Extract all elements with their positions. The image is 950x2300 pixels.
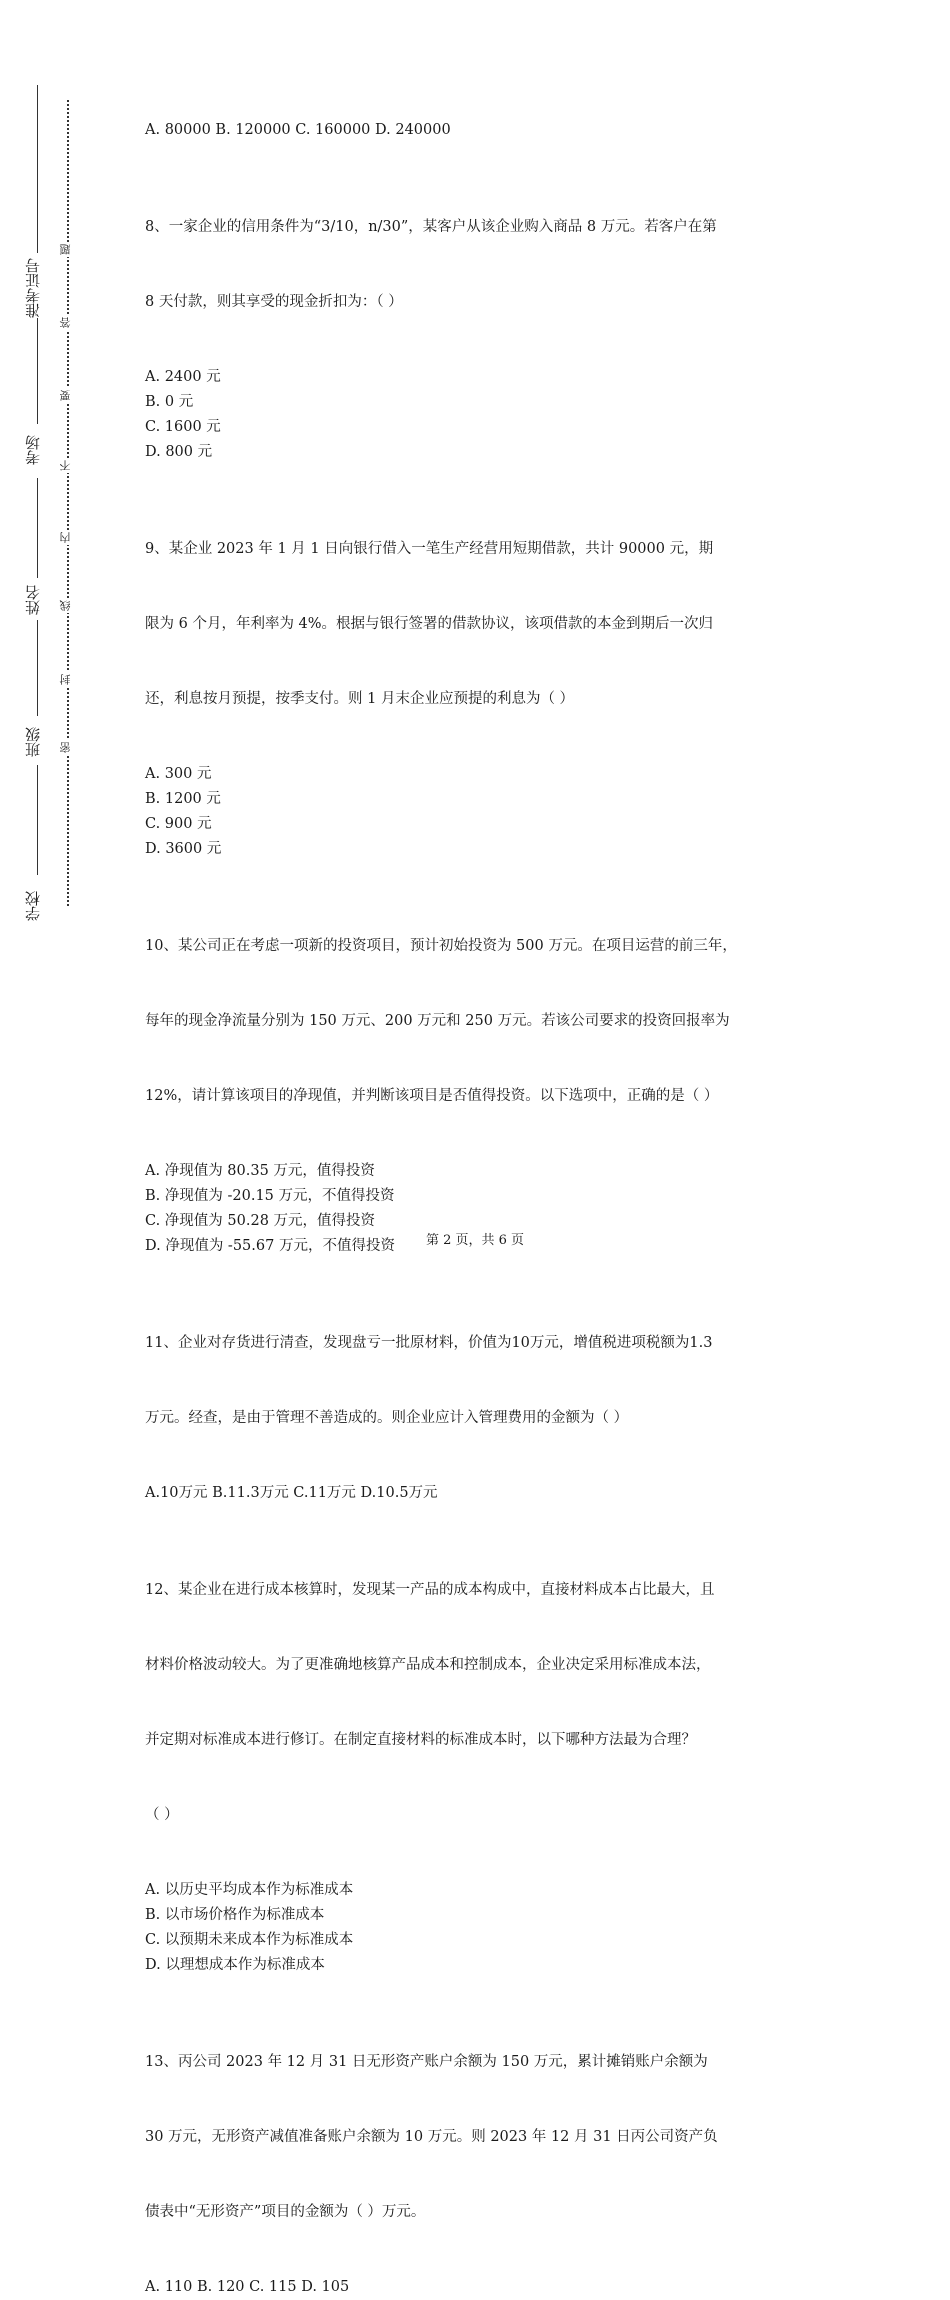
option-d: D. 3600 元 [145,841,222,857]
option-a: A. 2400 元 [145,369,221,385]
margin-line [37,765,38,875]
question-stem [145,165,825,365]
stem-line: （ ） [145,1807,179,1823]
option-c: C. 以预期未来成本作为标准成本 [145,1932,354,1948]
option-a: A. 以历史平均成本作为标准成本 [145,1882,354,1898]
margin-line [37,318,38,424]
stem-line: 万元。经查，是由于管理不善造成的。则企业应计入管理费用的金额为（ ） [145,1410,629,1426]
stem-line: 8 天付款，则其享受的现金折扣为：（ ） [145,294,403,310]
page-number: 第 2 页，共 6 页 [425,1233,525,1248]
option-c: C. 净现值为 50.28 万元，值得投资 [145,1213,376,1229]
question-9 [145,487,825,862]
margin-line [37,620,38,716]
stem-line: 12、某企业在进行成本核算时，发现某一产品的成本构成中，直接材料成本占比最大，且 [145,1582,715,1598]
question-11 [145,1281,825,1506]
options-inline: A. 110 B. 120 C. 115 D. 105 [145,2279,350,2295]
question-stem [145,1281,825,1481]
option-b: B. 以市场价格作为标准成本 [145,1907,325,1923]
question-13 [145,2000,825,2300]
stem-line: 9、某企业 2023 年 1 月 1 日向银行借入一笔生产经营用短期借款，共计 90000 元，期 [145,541,714,557]
stem-line: 限为 6 个月，年利率为 4%。根据与银行签署的借款协议，该项借款的本金到期后一次归 [145,616,714,632]
option-d: D. 以理想成本作为标准成本 [145,1957,325,1973]
options-inline: A.10万元 B.11.3万元 C.11万元 D.10.5万元 [145,1485,438,1501]
margin-line [37,478,38,578]
stem-line: 11、企业对存货进行清查，发现盘亏一批原材料，价值为10万元，增值税进项税额为1.3 [145,1335,713,1351]
stem-line: 8、一家企业的信用条件为“3/10，n/30”，某客户从该企业购入商品 8 万元。若客户在第 [145,219,717,235]
seal-char: 要 [60,388,76,403]
seal-char: 封 [60,672,76,687]
question-stem [145,884,825,1159]
stem-line: 13、丙公司 2023 年 12 月 31 日无形资产账户余额为 150 万元，累计摊销账户余额为 [145,2054,708,2070]
seal-char: 内 [60,530,76,545]
seal-char: 答 [60,315,76,330]
binding-margin [0,0,90,1344]
option-c: C. 1600 元 [145,419,221,435]
stem-line: 材料价格波动较大。为了更准确地核算产品成本和控制成本，企业决定采用标准成本法， [145,1657,711,1673]
seal-char: 线 [60,598,76,613]
stem-line: 12%，请计算该项目的净现值，并判断该项目是否值得投资。以下选项中，正确的是（ ） [145,1088,719,1104]
seal-char: 密 [60,740,76,755]
question-10 [145,884,825,1259]
label-exam-room: 考场 [24,435,42,465]
option-d: D. 净现值为 -55.67 万元，不值得投资 [145,1238,395,1254]
seal-char: 不 [60,458,76,473]
options-inline: A. 80000 B. 120000 C. 160000 D. 240000 [145,122,451,138]
option-a: A. 净现值为 80.35 万元，值得投资 [145,1163,375,1179]
seal-dotted-line [67,100,69,906]
stem-line: 债表中“无形资产”项目的金额为（ ）万元。 [145,2204,426,2220]
label-school: 学校 [24,891,42,921]
question-12 [145,1528,825,1978]
question-stem [145,2000,825,2275]
label-name: 姓名 [24,585,42,615]
stem-line: 还，利息按月预提，按季支付。则 1 月末企业应预提的利息为（ ） [145,691,575,707]
question-stem [145,1528,825,1878]
option-a: A. 300 元 [145,766,212,782]
margin-line [37,85,38,253]
seal-char: 题 [60,242,76,257]
option-c: C. 900 元 [145,816,212,832]
label-admission-number: 准考证号 [24,258,42,318]
stem-line: 并定期对标准成本进行修订。在制定直接材料的标准成本时，以下哪种方法最为合理？ [145,1732,696,1748]
option-d: D. 800 元 [145,444,213,460]
question-stem [145,487,825,762]
question-list [145,118,825,2300]
option-b: B. 净现值为 -20.15 万元，不值得投资 [145,1188,395,1204]
question-7-options [145,118,825,143]
stem-line: 30 万元，无形资产减值准备账户余额为 10 万元。则 2023 年 12 月 31 日丙公司资产负 [145,2129,718,2145]
option-b: B. 1200 元 [145,791,221,807]
question-8 [145,165,825,465]
label-class: 班级 [24,727,42,757]
option-b: B. 0 元 [145,394,194,410]
stem-line: 10、某公司正在考虑一项新的投资项目，预计初始投资为 500 万元。在项目运营的前三年， [145,938,737,954]
stem-line: 每年的现金净流量分别为 150 万元、200 万元和 250 万元。若该公司要求的投资回报率为 [145,1013,730,1029]
